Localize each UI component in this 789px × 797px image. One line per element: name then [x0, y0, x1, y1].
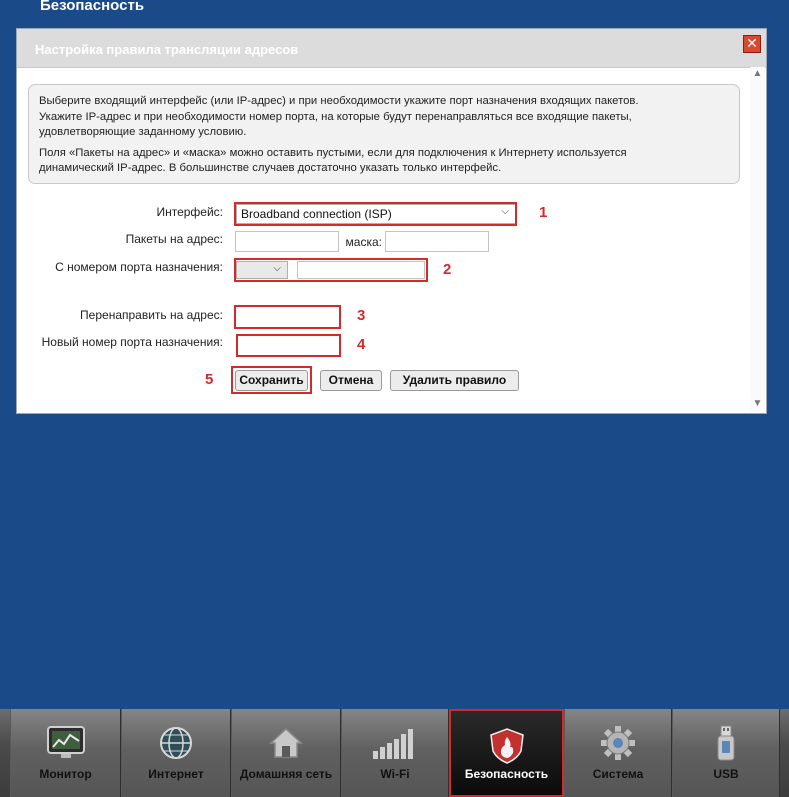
info-box	[28, 84, 740, 184]
nav-security[interactable]	[449, 709, 564, 797]
dialog-header	[17, 29, 766, 68]
highlight-box	[234, 202, 517, 226]
nav-label: Безопасность	[464, 767, 549, 781]
mask-input[interactable]	[385, 231, 489, 252]
gear-icon	[600, 725, 636, 761]
usb-icon	[714, 725, 738, 763]
info-text-line: динамический IP-адрес. В большинстве случаев достаточно указать только интерфейс.	[39, 162, 502, 174]
interface-select-value: Broadband connection (ISP)	[241, 207, 392, 221]
save-button[interactable]: Сохранить	[235, 370, 308, 391]
chevron-down-icon: ⌵	[273, 263, 281, 274]
page-title: Безопасность	[40, 0, 145, 14]
nav-label: Домашняя сеть	[239, 767, 333, 781]
shield-icon	[488, 727, 526, 765]
annotation-number: 1	[539, 204, 548, 221]
annotation-number: 2	[443, 261, 452, 278]
nav-system[interactable]	[564, 709, 672, 797]
monitor-icon	[46, 725, 86, 759]
chevron-down-icon: ⌵	[501, 206, 509, 217]
info-text-line: Поля «Пакеты на адрес» и «маска» можно оставить пустыми, если для подключения к Интернету используется	[39, 146, 627, 159]
nav-label: Wi-Fi	[380, 767, 410, 781]
globe-icon	[158, 725, 194, 761]
taskbar	[0, 709, 789, 797]
packets-to-address-input[interactable]	[235, 231, 339, 252]
nav-internet[interactable]	[121, 709, 231, 797]
redirect-address-label: Перенаправить на адрес:	[80, 308, 223, 322]
wifi-signal-icon	[371, 725, 419, 761]
nav-monitor[interactable]	[10, 709, 121, 797]
nav-usb[interactable]	[672, 709, 780, 797]
info-text-line: удовлетворяющие заданному условию.	[39, 126, 247, 138]
info-text-line: Выберите входящий интерфейс (или IP-адрес) и при необходимости укажите порт назначения входящих пакетов.	[39, 95, 639, 107]
close-icon[interactable]: ✕	[743, 35, 761, 53]
interface-label: Интерфейс:	[156, 205, 223, 219]
highlight-box	[231, 366, 312, 394]
annotation-number: 5	[205, 371, 214, 388]
nav-label: Система	[592, 767, 644, 781]
annotation-number: 3	[357, 307, 366, 324]
highlight-box	[234, 258, 428, 282]
delete-rule-button[interactable]: Удалить правило	[390, 370, 519, 391]
dialog-scrollbar[interactable]	[750, 67, 765, 413]
mask-label: маска:	[345, 235, 382, 249]
dest-port-label: С номером порта назначения:	[55, 260, 223, 274]
nav-wifi[interactable]	[341, 709, 449, 797]
new-port-label: Новый номер порта назначения:	[41, 335, 223, 349]
highlight-box	[234, 305, 341, 329]
info-text-line: Укажите IP-адрес и при необходимости номер порта, на которые будут перенаправляться все входящие пакеты,	[39, 110, 632, 123]
nat-rule-dialog	[16, 28, 767, 414]
packets-to-address-label: Пакеты на адрес:	[125, 232, 223, 246]
dialog-title: Настройка правила трансляции адресов	[35, 42, 299, 57]
nav-label: USB	[713, 767, 739, 781]
nav-label: Монитор	[39, 767, 92, 781]
nav-label: Интернет	[148, 767, 204, 781]
scroll-up-icon[interactable]: ▲	[752, 68, 763, 79]
scroll-down-icon[interactable]: ▼	[752, 398, 763, 409]
home-icon	[268, 725, 304, 761]
cancel-button[interactable]: Отмена	[320, 370, 382, 391]
nav-home-network[interactable]	[231, 709, 341, 797]
annotation-number: 4	[357, 336, 366, 353]
highlight-box	[236, 334, 341, 357]
